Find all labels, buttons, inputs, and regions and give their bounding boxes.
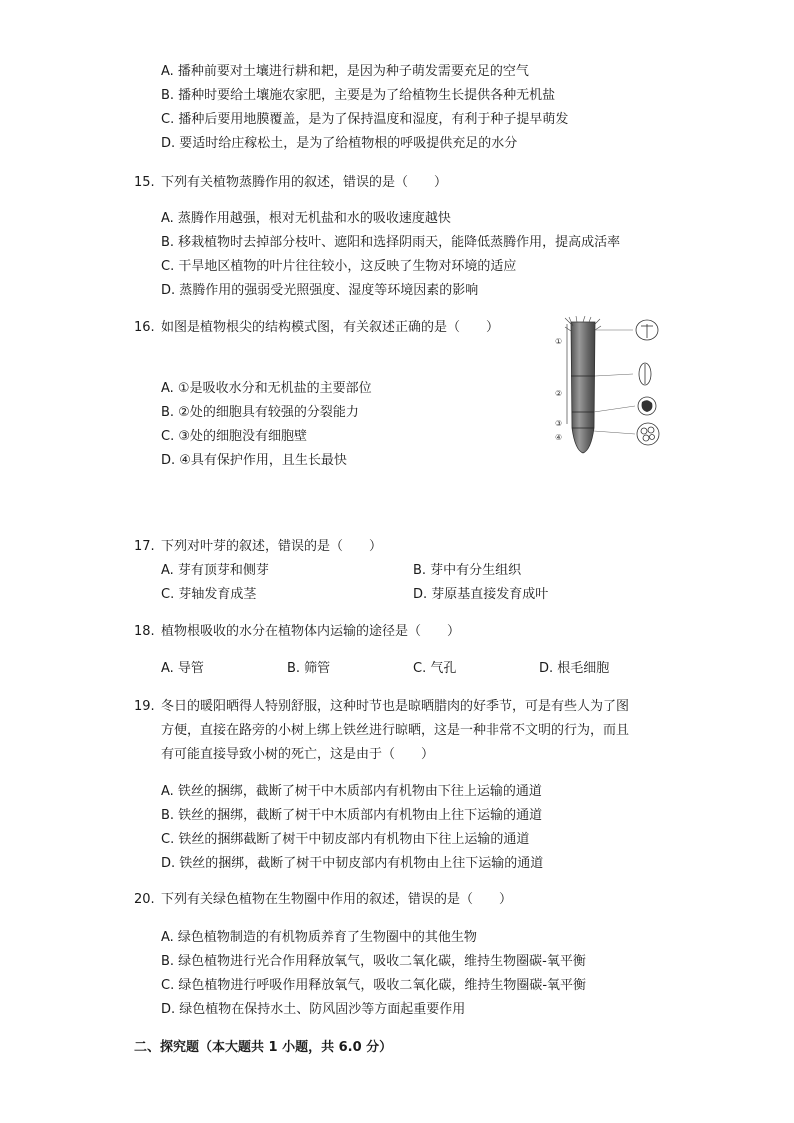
q15-option-a: A. 蒸腾作用越强，根对无机盐和水的吸收速度越快 <box>161 211 451 226</box>
q20-option-a: A. 绿色植物制造的有机物质养育了生物圈中的其他生物 <box>161 930 477 945</box>
q18-stem: 植物根吸收的水分在植物体内运输的途径是（ ） <box>161 624 461 639</box>
q20-option-b: B. 绿色植物进行光合作用释放氧气，吸收二氧化碳，维持生物圈碳-氧平衡 <box>161 954 586 969</box>
q17-option-b: B. 芽中有分生组织 <box>413 563 522 578</box>
figure-label-1: ① <box>555 337 563 346</box>
q16-option-b: B. ②处的细胞具有较强的分裂能力 <box>161 405 359 420</box>
root-tip-diagram <box>551 316 667 454</box>
q16-number: 16. <box>134 320 155 335</box>
q18-option-c: C. 气孔 <box>413 661 457 676</box>
figure-label-4: ④ <box>555 433 563 442</box>
q16-stem: 如图是植物根尖的结构模式图，有关叙述正确的是（ ） <box>161 320 500 335</box>
q16-option-c: C. ③处的细胞没有细胞壁 <box>161 429 307 444</box>
q20-number: 20. <box>134 892 155 907</box>
q20-stem: 下列有关绿色植物在生物圈中作用的叙述，错误的是（ ） <box>161 892 513 907</box>
q17-option-a: A. 芽有顶芽和侧芽 <box>161 563 269 578</box>
q16-option-d: D. ④具有保护作用，且生长最快 <box>161 453 347 468</box>
q14-option-b: B. 播种时要给土壤施农家肥，主要是为了给植物生长提供各种无机盐 <box>161 88 556 103</box>
q20-option-d: D. 绿色植物在保持水土、防风固沙等方面起重要作用 <box>161 1002 466 1017</box>
q19-option-b: B. 铁丝的捆绑，截断了树干中木质部内有机物由上往下运输的通道 <box>161 808 543 823</box>
q15-option-b: B. 移栽植物时去掉部分枝叶、遮阳和选择阴雨天，能降低蒸腾作用，提高成活率 <box>161 235 621 250</box>
q18-option-d: D. 根毛细胞 <box>539 661 610 676</box>
root-body <box>571 322 595 453</box>
q19-stem-line-2: 方便，直接在路旁的小树上绑上铁丝进行晾晒，这是一种非常不文明的行为，而且 <box>161 723 630 738</box>
q19-option-d: D. 铁丝的捆绑，截断了树干中韧皮部内有机物由上往下运输的通道 <box>161 856 544 871</box>
figure-label-2: ② <box>555 389 563 398</box>
section-heading: 二、探究题（本大题共 1 小题，共 6.0 分） <box>134 1040 393 1055</box>
figure-label-3: ③ <box>555 419 563 428</box>
q19-option-a: A. 铁丝的捆绑，截断了树干中木质部内有机物由下往上运输的通道 <box>161 784 542 799</box>
q17-option-c: C. 芽轴发育成茎 <box>161 587 257 602</box>
root-cap-cells-drawing <box>637 423 659 445</box>
q17-number: 17. <box>134 539 155 554</box>
q15-stem: 下列有关植物蒸腾作用的叙述，错误的是（ ） <box>161 175 448 190</box>
q14-option-c: C. 播种后要用地膜覆盖，是为了保持温度和湿度，有利于种子提早萌发 <box>161 112 569 127</box>
q17-stem: 下列对叶芽的叙述，错误的是（ ） <box>161 539 383 554</box>
q16-option-a: A. ①是吸收水分和无机盐的主要部位 <box>161 381 372 396</box>
meristem-cells-drawing <box>638 397 656 415</box>
q15-number: 15. <box>134 175 155 190</box>
q17-option-d: D. 芽原基直接发育成叶 <box>413 587 549 602</box>
q19-stem-line-3: 有可能直接导致小树的死亡，这是由于（ ） <box>161 747 435 762</box>
q20-option-c: C. 绿色植物进行呼吸作用释放氧气，吸收二氧化碳，维持生物圈碳-氧平衡 <box>161 978 587 993</box>
q19-number: 19. <box>134 699 155 714</box>
q14-option-d: D. 要适时给庄稼松土，是为了给植物根的呼吸提供充足的水分 <box>161 136 518 151</box>
q14-option-a: A. 播种前要对土壤进行耕和耙，是因为种子萌发需要充足的空气 <box>161 64 529 79</box>
q15-option-d: D. 蒸腾作用的强弱受光照强度、湿度等环境因素的影响 <box>161 283 479 298</box>
q19-stem-line-1: 冬日的暖阳晒得人特别舒服，这种时节也是晾晒腊肉的好季节，可是有些人为了图 <box>161 699 630 714</box>
q19-option-c: C. 铁丝的捆绑截断了树干中韧皮部内有机物由下往上运输的通道 <box>161 832 530 847</box>
q18-number: 18. <box>134 624 155 639</box>
q18-option-a: A. 导管 <box>161 661 204 676</box>
q18-option-b: B. 筛管 <box>287 661 331 676</box>
q15-option-c: C. 干旱地区植物的叶片往往较小，这反映了生物对环境的适应 <box>161 259 517 274</box>
